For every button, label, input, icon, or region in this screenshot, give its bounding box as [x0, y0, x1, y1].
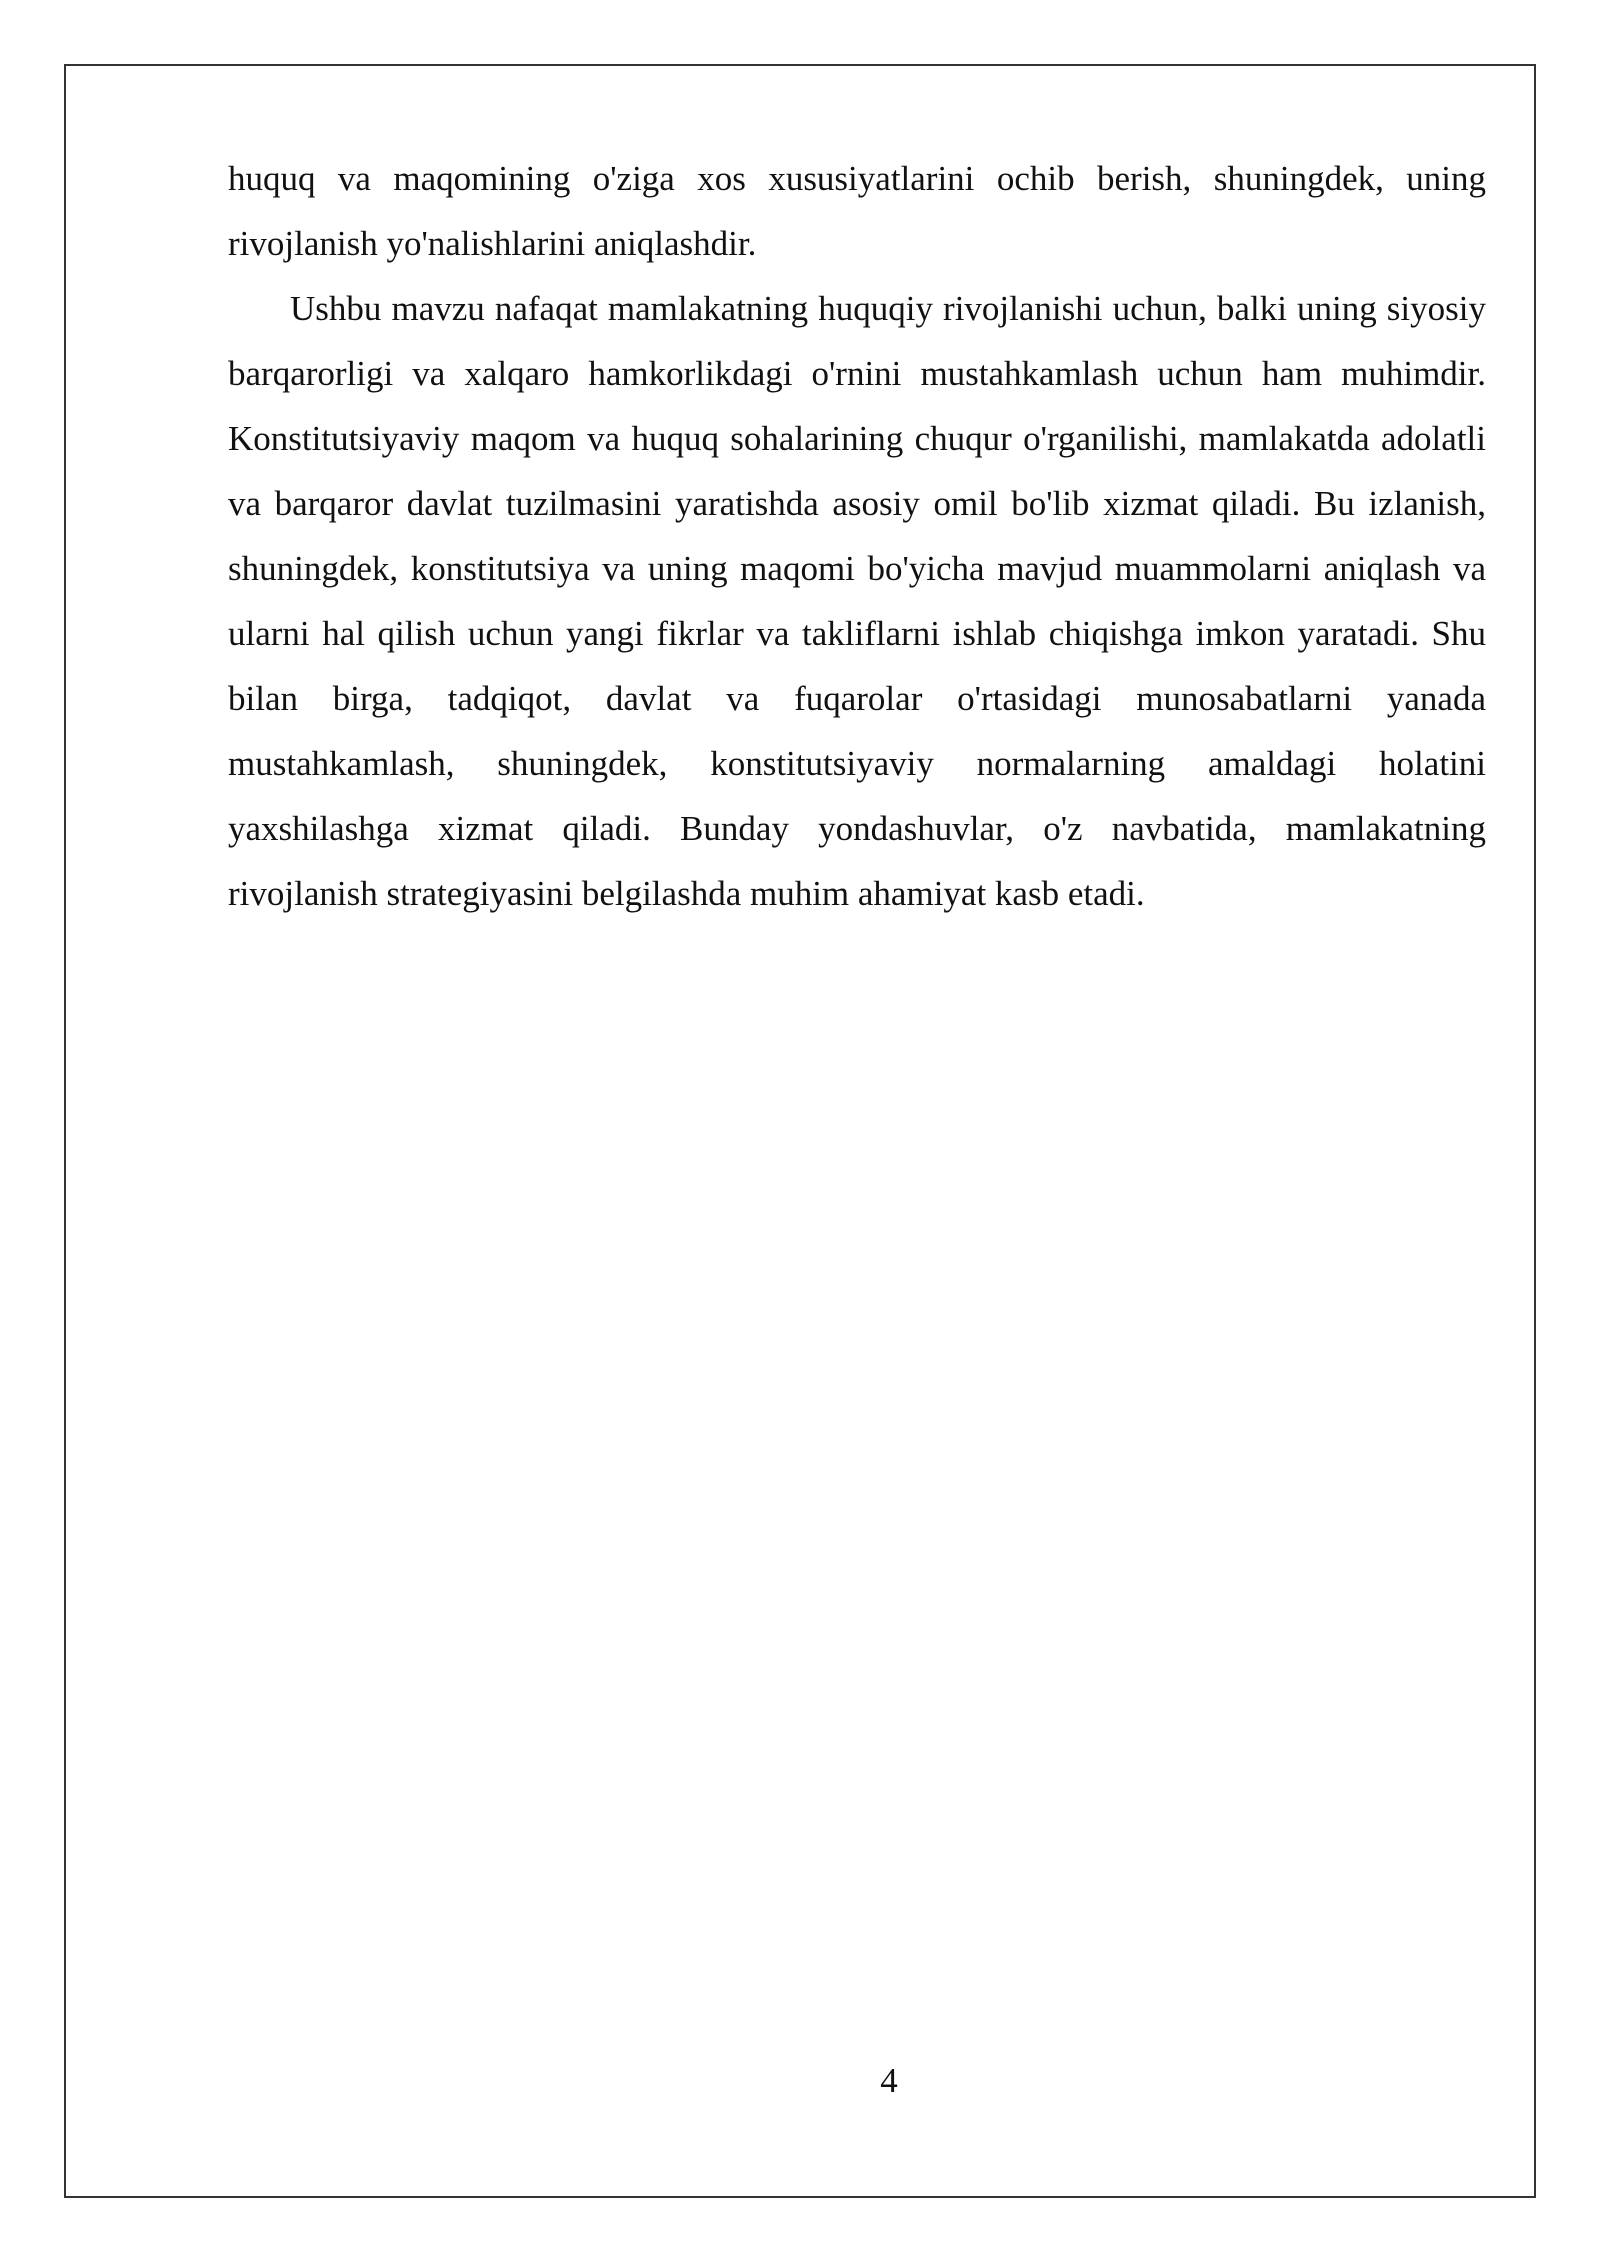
document-body — [228, 146, 1486, 926]
paragraph: Ushbu mavzu nafaqat mamlakatning huquqiy rivojlanishi uchun, balki uning siyosiy barqarorligi va xalqaro hamkorlikdagi o'rnini mustahkamlash uchun ham muhimdir. Konstitutsiyaviy maqom va huquq sohalarining chuqur o'rganilishi, mamlakatda adolatli va barqaror davlat tuzilmasini yaratishda asosiy omil bo'lib xizmat qiladi. Bu izlanish, shuningdek, konstitutsiya va uning maqomi bo'yicha mavjud muammolarni aniqlash va ularni hal qilish uchun yangi fikrlar va takliflarni ishlab chiqishga imkon yaratadi. Shu bilan birga, tadqiqot, davlat va fuqarolar o'rtasidagi munosabatlarni yanada mustahkamlash, shuningdek, konstitutsiyaviy normalarning amaldagi holatini yaxshilashga xizmat qiladi. Bunday yondashuvlar, o'z navbatida, mamlakatning rivojlanish strategiyasini belgilashda muhim ahamiyat kasb etadi. — [228, 289, 1486, 913]
paragraph-continuation: huquq va maqomining o'ziga xos xususiyatlarini ochib berish, shuningdek, uning rivojlanish yo'nalishlarini aniqlashdir. — [228, 159, 1486, 263]
page-number: 4 — [880, 2061, 898, 2100]
